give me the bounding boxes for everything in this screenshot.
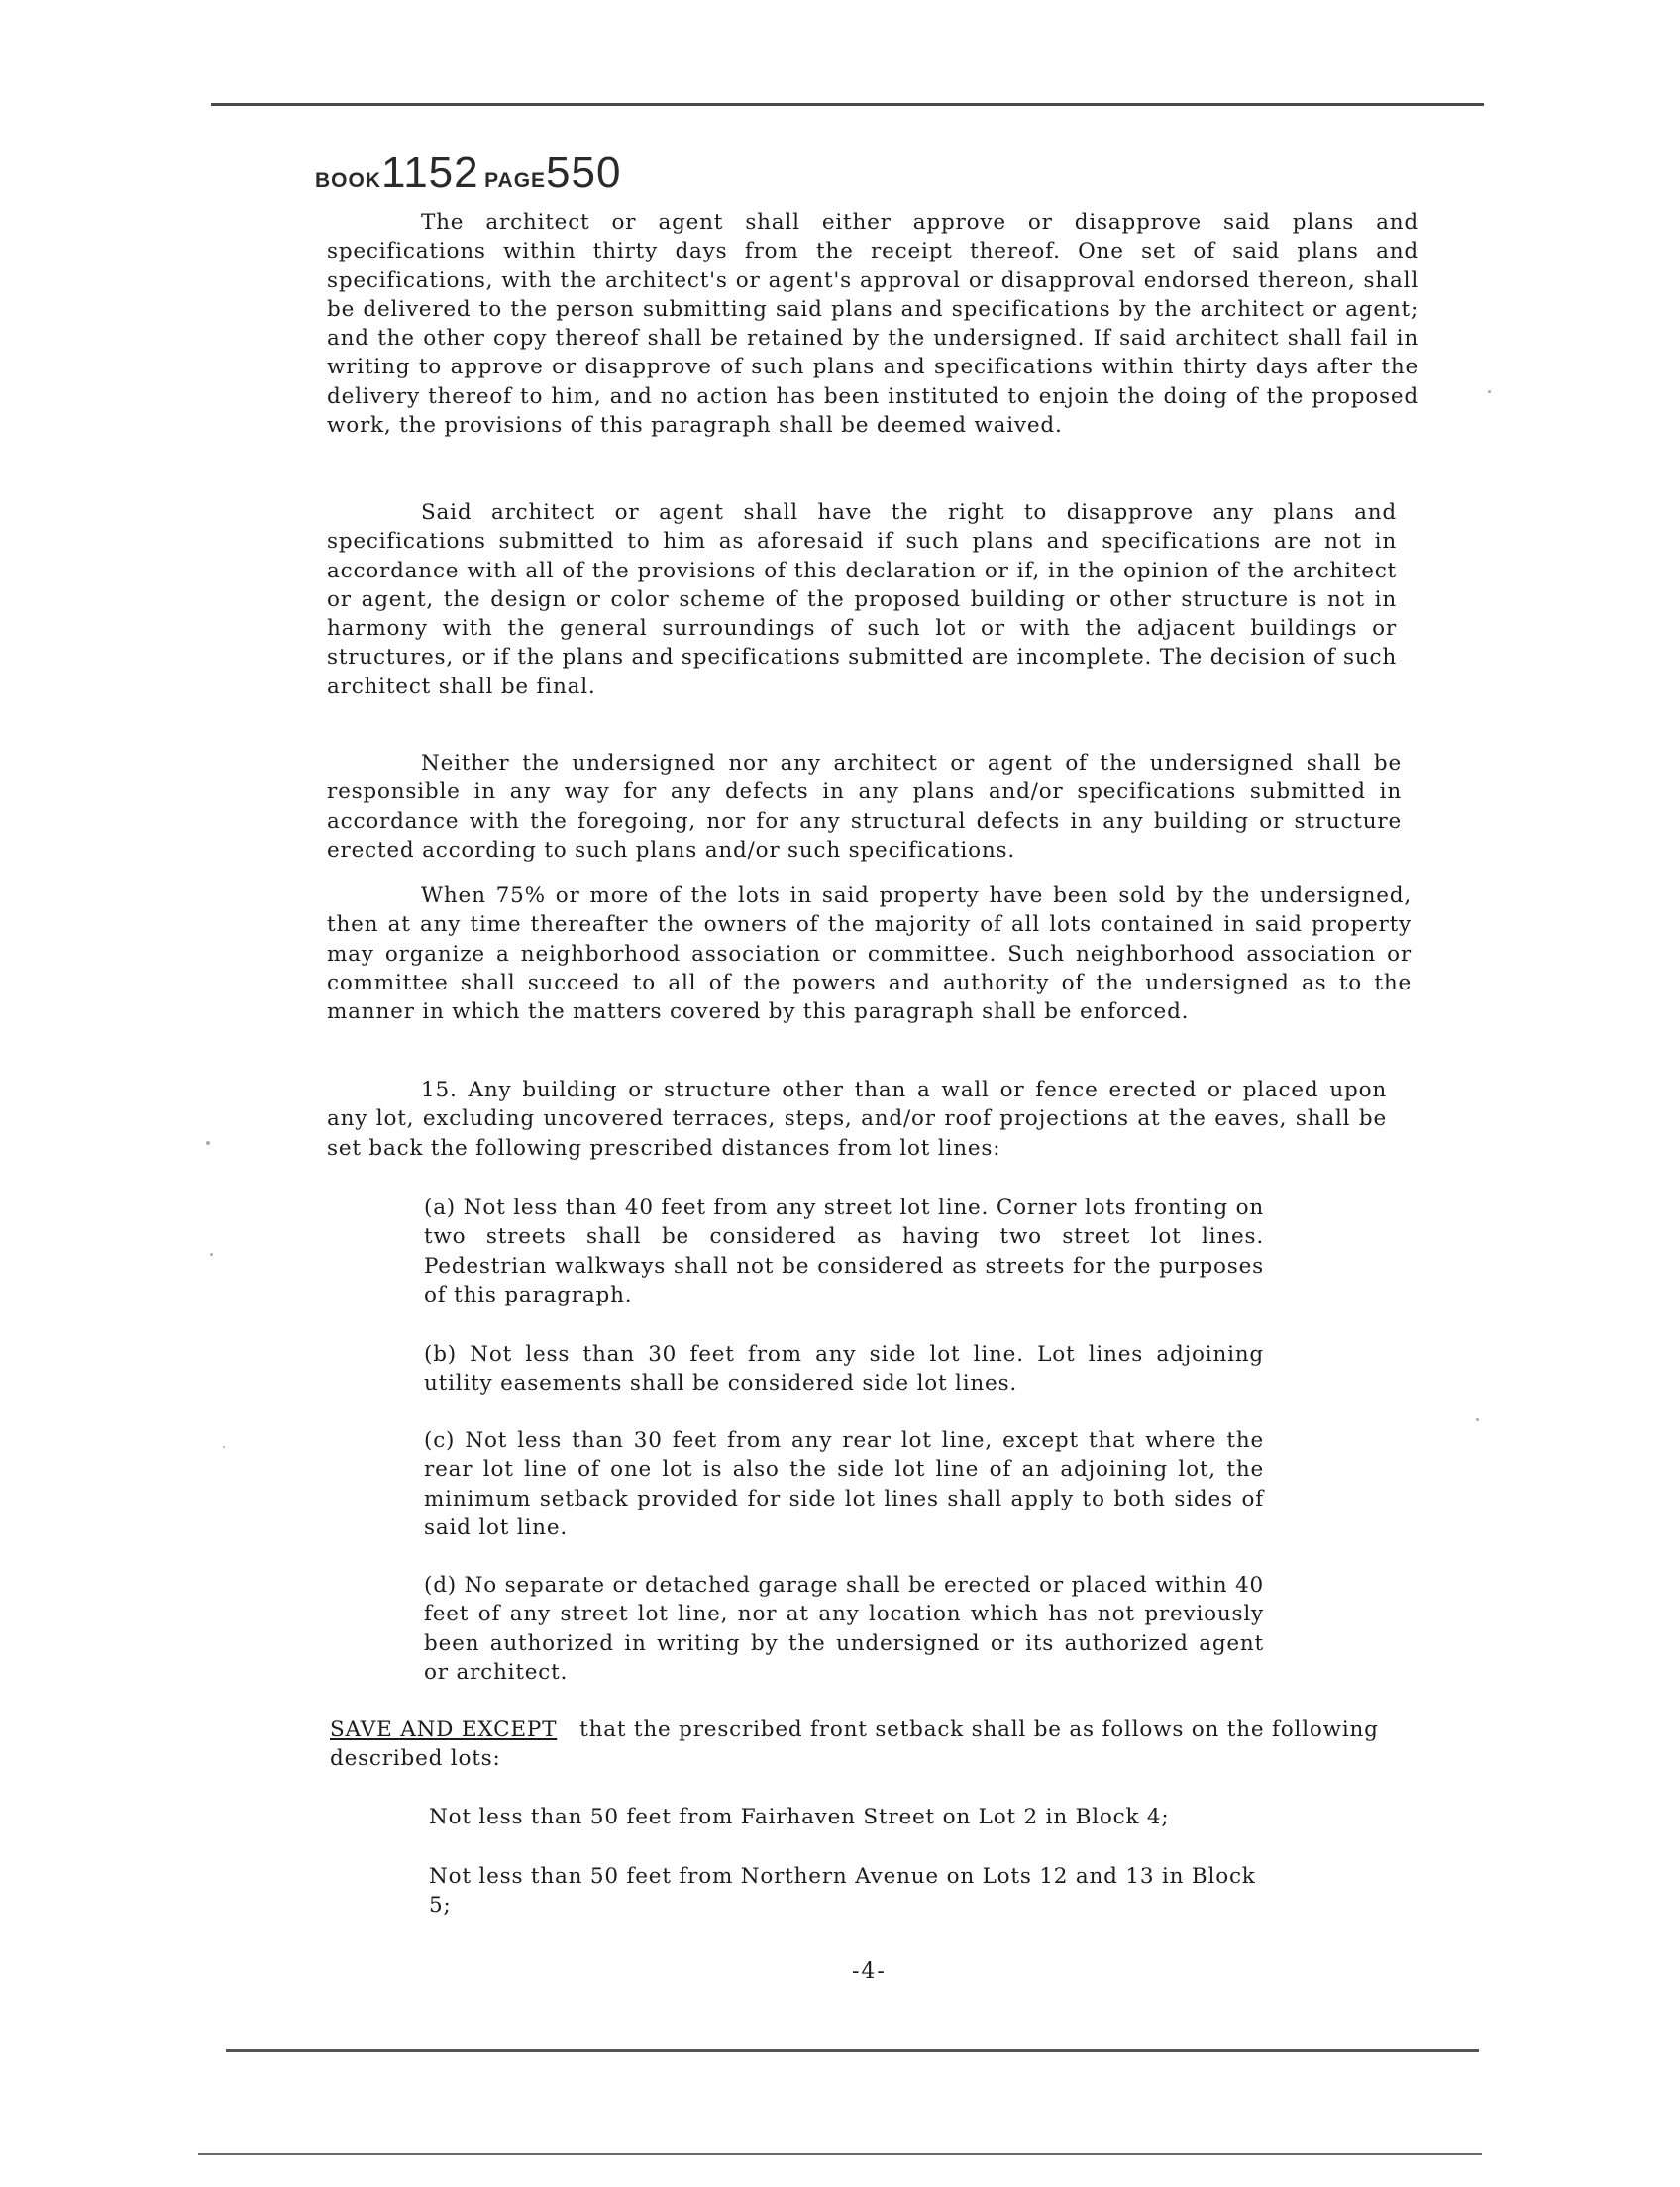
setback-item-c: (c) Not less than 30 feet from any rear lot line, except that where the rear lot line of one lot is also the side lot line of an adjoining lot, the minimum setback provided for side lot lines shall apply to both sides of said lot line. bbox=[424, 1428, 1264, 1540]
scan-speck bbox=[206, 1141, 210, 1145]
page-label: PAGE bbox=[484, 169, 547, 192]
paragraph-no-responsibility: Neither the undersigned nor any architect or agent of the undersigned shall be responsible in any way for any defects in any plans and/or specifications submitted in accordance with the foregoing, nor for any structural defects in any building or structure erected according to such plans and/or such specifications. bbox=[327, 751, 1402, 863]
top-rule bbox=[211, 103, 1484, 106]
bottom-rule bbox=[226, 2049, 1479, 2052]
scan-speck bbox=[1476, 1418, 1479, 1421]
save-and-except-heading: SAVE AND EXCEPT bbox=[330, 1718, 558, 1742]
page-footer-number: -4- bbox=[852, 1959, 887, 1984]
paragraph-architect-approval: The architect or agent shall either approve or disapprove said plans and specifications within thirty days from the receipt thereof. One set of said plans and specifications, with the architect's or agent's approval or disapproval endorsed thereon, shall be delivered to the person submitting said plans and specifications by the architect or agent; and the other copy thereof shall be retained by the undersigned. If said architect shall fail in writing to approve or disapprove of such plans and specifications within thirty days after the delivery thereof to him, and no action has been instituted to enjoin the doing of the proposed work, the provisions of this paragraph shall be deemed waived. bbox=[327, 210, 1418, 439]
setback-item-a: (a) Not less than 40 feet from any street lot line. Corner lots fronting on two streets shall be considered as having two street lot lines. Pedestrian walkways shall not be considered as streets for the purposes of this paragraph. bbox=[424, 1196, 1264, 1307]
lot-exception-2: Not less than 50 feet from Northern Avenue on Lots 12 and 13 in Block 5; bbox=[429, 1864, 1256, 1919]
paragraph-right-to-disapprove: Said architect or agent shall have the right to disapprove any plans and specifications submitted to him as aforesaid if such plans and specifications are not in accordance with all of the provisions of this declaration or if, in the opinion of the architect or agent, the design or color scheme of the proposed building or other structure is not in harmony with the general surroundings of such lot or with the adjacent buildings or structures, or if the plans and specifications submitted are incomplete. The decision of such architect shall be final. bbox=[327, 500, 1397, 699]
bottom-rule-lower bbox=[198, 2153, 1482, 2155]
paragraph-15-setbacks: 15. Any building or structure other than a wall or fence erected or placed upon any lot, excluding uncovered terraces, steps, and/or roof projections at the eaves, shall be set back the following prescribed distances from lot lines: bbox=[327, 1078, 1387, 1161]
page-number-stamp: 550 bbox=[546, 149, 622, 197]
paragraph-neighborhood-association: When 75% or more of the lots in said property have been sold by the undersigned, then at any time thereafter the owners of the majority of all lots contained in said property may organize a neighborhood association or committee. Such neighborhood association or committee shall succeed to all of the powers and authority of the undersigned as to the manner in which the matters covered by this paragraph shall be enforced. bbox=[327, 884, 1412, 1025]
scan-speck bbox=[223, 1446, 225, 1448]
scan-speck bbox=[210, 1253, 213, 1256]
book-number: 1152 bbox=[381, 149, 479, 197]
lot-exception-1: Not less than 50 feet from Fairhaven Street on Lot 2 in Block 4; bbox=[429, 1805, 1170, 1829]
setback-item-b: (b) Not less than 30 feet from any side lot line. Lot lines adjoining utility easements shall be considered side lot lines. bbox=[424, 1342, 1264, 1397]
scan-speck bbox=[1488, 390, 1491, 393]
setback-item-d: (d) No separate or detached garage shall be erected or placed within 40 feet of any street lot line, nor at any location which has not previously been authorized in writing by the undersigned or its authorized agent or architect. bbox=[424, 1573, 1264, 1685]
save-and-except-clause bbox=[330, 1716, 1390, 1774]
save-and-except-text: that the prescribed front setback shall be as follows on the following described lots: bbox=[330, 1718, 1379, 1772]
book-label: BOOK bbox=[315, 169, 381, 192]
book-page-stamp bbox=[315, 149, 621, 198]
